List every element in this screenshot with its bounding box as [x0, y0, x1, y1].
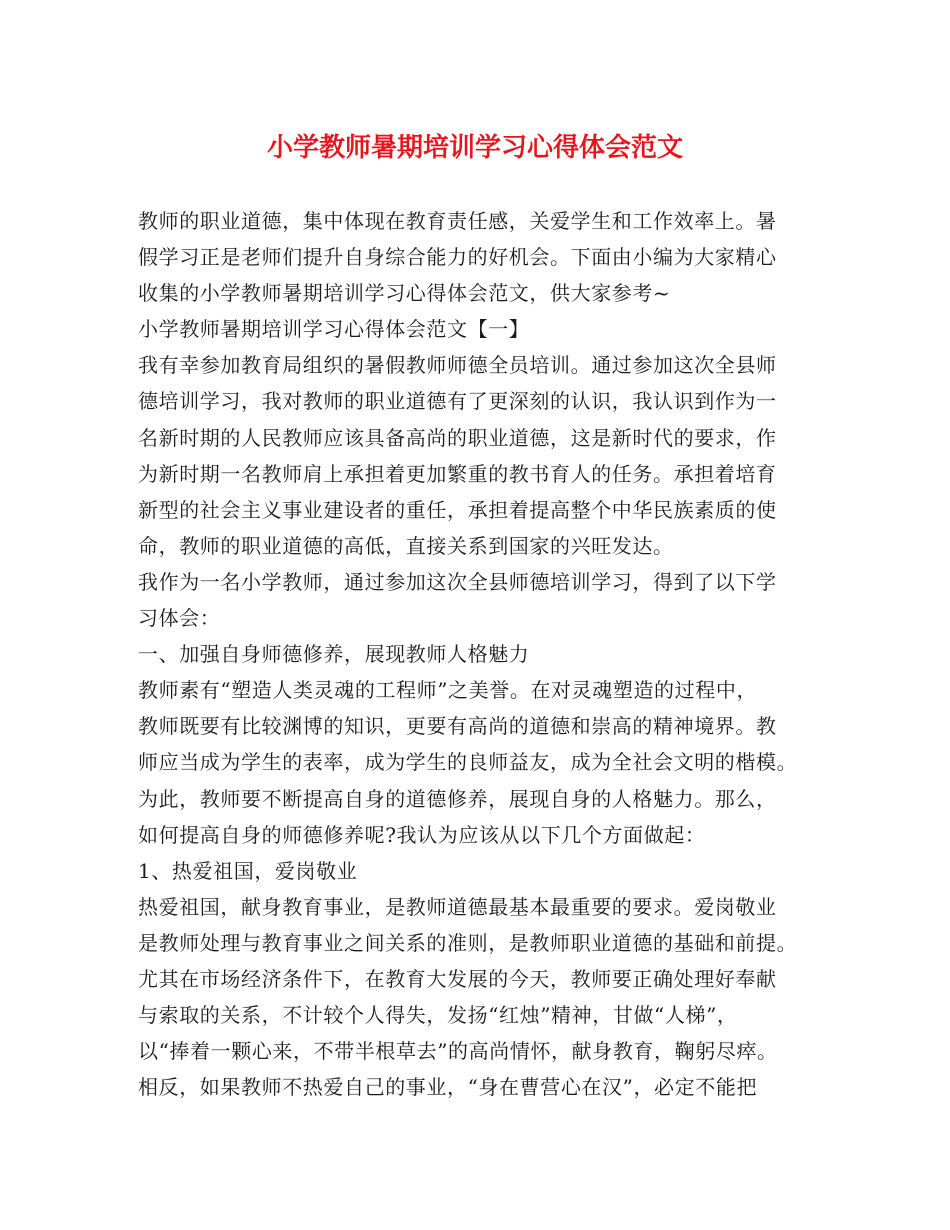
body-line: 新型的社会主义事业建设者的重任，承担着提高整个中华民族素质的使	[138, 497, 777, 522]
body-line: 一、加强自身师德修养，展现教师人格魅力	[138, 642, 530, 667]
document-body	[138, 203, 818, 1105]
body-line: 小学教师暑期培训学习心得体会范文【一】	[138, 317, 530, 342]
body-line: 名新时期的人民教师应该具备高尚的职业道德，这是新时代的要求，作	[138, 425, 777, 450]
body-line: 为新时期一名教师肩上承担着更加繁重的教书育人的任务。承担着培育	[138, 461, 777, 486]
body-line: 我作为一名小学教师，通过参加这次全县师德培训学习，得到了以下学	[138, 569, 777, 594]
body-line: 尤其在市场经济条件下，在教育大发展的今天，教师要正确处理好奉献	[138, 966, 777, 991]
body-line: 以“捧着一颗心来，不带半根草去”的高尚情怀，献身教育，鞠躬尽瘁。	[138, 1039, 778, 1064]
body-line: 师应当成为学生的表率，成为学生的良师益友，成为全社会文明的楷模。	[138, 750, 798, 775]
body-line: 命，教师的职业道德的高低，直接关系到国家的兴旺发达。	[138, 533, 674, 558]
body-line: 教师的职业道德，集中体现在教育责任感，关爱学生和工作效率上。暑	[138, 209, 777, 233]
body-line: 为此，教师要不断提高自身的道德修养，展现自身的人格魅力。那么，	[138, 786, 777, 811]
body-line: 如何提高自身的师德修养呢?我认为应该从以下几个方面做起：	[138, 822, 706, 847]
body-line: 我有幸参加教育局组织的暑假教师师德全员培训。通过参加这次全县师	[138, 353, 777, 378]
body-line: 是教师处理与教育事业之间关系的准则，是教师职业道德的基础和前提。	[138, 930, 798, 955]
body-line: 相反，如果教师不热爱自己的事业，“身在曹营心在汉”，必定不能把	[138, 1075, 758, 1100]
body-line: 教师素有“塑造人类灵魂的工程师”之美誉。在对灵魂塑造的过程中，	[138, 678, 758, 703]
body-line: 习体会：	[138, 606, 221, 631]
body-line: 与索取的关系，不计较个人得失，发扬“红烛”精神，甘做“人梯”，	[138, 1003, 738, 1028]
body-line: 教师既要有比较渊博的知识，更要有高尚的道德和崇高的精神境界。教	[138, 714, 777, 739]
body-line: 收集的小学教师暑期培训学习心得体会范文，供大家参考~	[138, 281, 671, 306]
document-title: 小学教师暑期培训学习心得体会范文	[266, 133, 683, 163]
body-line: 德培训学习，我对教师的职业道德有了更深刻的认识，我认识到作为一	[138, 389, 777, 414]
body-line: 假学习正是老师们提升自身综合能力的好机会。下面由小编为大家精心	[138, 245, 777, 270]
body-line: 1、热爱祖国，爱岗敬业	[138, 858, 358, 883]
body-line: 热爱祖国，献身教育事业，是教师道德最基本最重要的要求。爱岗敬业	[138, 894, 777, 919]
